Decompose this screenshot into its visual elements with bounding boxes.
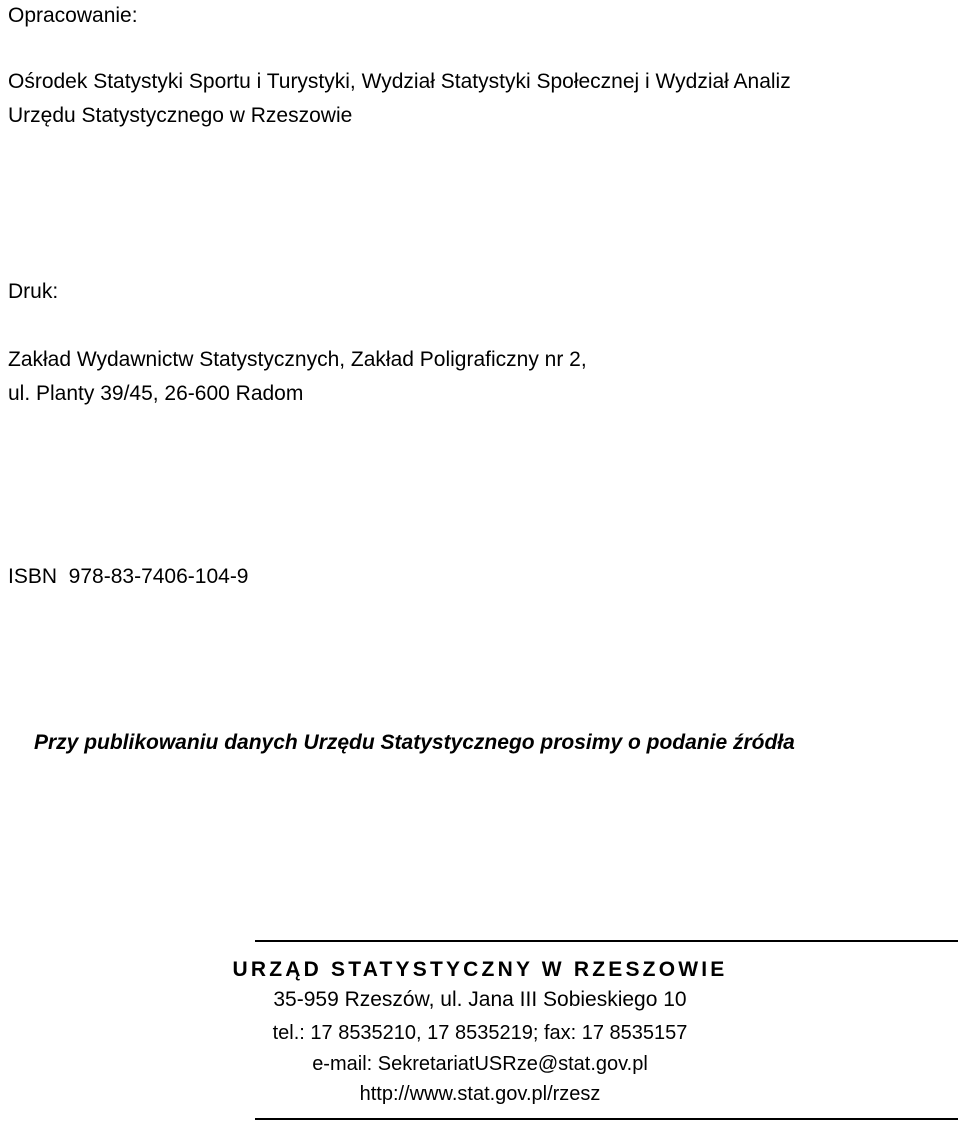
printing-line-1: Zakład Wydawnictw Statystycznych, Zakład Poligraficzny nr 2, <box>8 348 587 371</box>
footer-bottom-divider <box>255 1118 958 1120</box>
footer-top-divider <box>255 940 958 942</box>
footer-phone-fax: tel.: 17 8535210, 17 8535219; fax: 17 8535157 <box>272 1022 688 1044</box>
printing-label: Druk: <box>8 280 59 303</box>
footer-address: 35-959 Rzeszów, ul. Jana III Sobieskiego 10 <box>273 988 687 1011</box>
footer-email: e-mail: SekretariatUSRze@stat.gov.pl <box>312 1053 648 1075</box>
printing-line-2: ul. Planty 39/45, 26-600 Radom <box>8 382 304 405</box>
footer-website-link[interactable]: http://www.stat.gov.pl/rzesz <box>359 1083 601 1105</box>
isbn-number: ISBN 978-83-7406-104-9 <box>8 565 249 588</box>
preparation-line-2: Urzędu Statystycznego w Rzeszowie <box>8 104 353 127</box>
preparation-line-1: Ośrodek Statystyki Sportu i Turystyki, Wydział Statystyki Społecznej i Wydział Analiz <box>8 70 791 93</box>
preparation-label: Opracowanie: <box>8 4 138 27</box>
citation-notice: Przy publikowaniu danych Urzędu Statystycznego prosimy o podanie źródła <box>34 731 795 754</box>
footer-office-name: URZĄD STATYSTYCZNY W RZESZOWIE <box>232 958 728 981</box>
